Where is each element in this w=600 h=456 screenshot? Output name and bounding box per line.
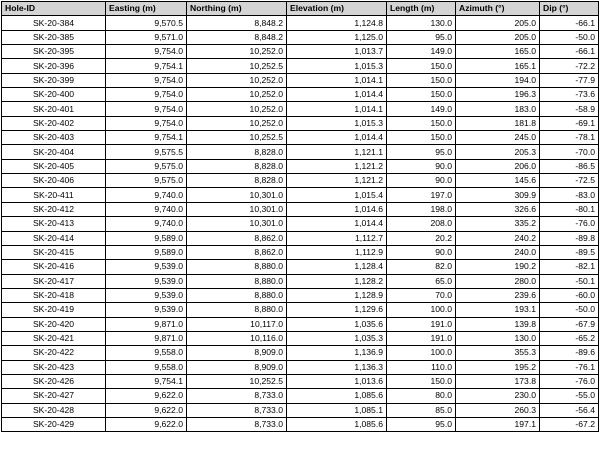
cell-length: 130.0 [387, 16, 456, 30]
cell-hole-id: SK-20-416 [2, 260, 106, 274]
cell-easting: 9,539.0 [106, 274, 187, 288]
cell-azimuth: 195.2 [456, 360, 540, 374]
table-row [2, 231, 599, 245]
cell-easting: 9,754.1 [106, 131, 187, 145]
cell-easting: 9,754.0 [106, 45, 187, 59]
cell-elevation: 1,124.8 [287, 16, 387, 30]
cell-elevation: 1,136.9 [287, 346, 387, 360]
cell-length: 150.0 [387, 116, 456, 130]
cell-azimuth: 194.0 [456, 73, 540, 87]
cell-elevation: 1,013.7 [287, 45, 387, 59]
table-row [2, 16, 599, 30]
cell-northing: 8,909.0 [187, 346, 287, 360]
cell-easting: 9,589.0 [106, 245, 187, 259]
cell-easting: 9,570.5 [106, 16, 187, 30]
cell-length: 90.0 [387, 159, 456, 173]
cell-elevation: 1,014.1 [287, 73, 387, 87]
cell-elevation: 1,014.4 [287, 217, 387, 231]
cell-azimuth: 206.0 [456, 159, 540, 173]
cell-length: 82.0 [387, 260, 456, 274]
cell-hole-id: SK-20-395 [2, 45, 106, 59]
cell-length: 95.0 [387, 30, 456, 44]
table-header-row [2, 2, 599, 16]
cell-northing: 8,848.2 [187, 30, 287, 44]
cell-dip: -50.1 [540, 274, 599, 288]
table-row [2, 188, 599, 202]
cell-hole-id: SK-20-420 [2, 317, 106, 331]
cell-length: 191.0 [387, 317, 456, 331]
table-row [2, 245, 599, 259]
cell-elevation: 1,121.2 [287, 174, 387, 188]
cell-azimuth: 183.0 [456, 102, 540, 116]
cell-hole-id: SK-20-414 [2, 231, 106, 245]
cell-length: 149.0 [387, 45, 456, 59]
cell-dip: -67.9 [540, 317, 599, 331]
cell-dip: -77.9 [540, 73, 599, 87]
cell-elevation: 1,121.1 [287, 145, 387, 159]
table-row [2, 317, 599, 331]
cell-hole-id: SK-20-422 [2, 346, 106, 360]
cell-azimuth: 145.6 [456, 174, 540, 188]
column-header-hole-id: Hole-ID [2, 2, 106, 16]
cell-hole-id: SK-20-413 [2, 217, 106, 231]
cell-hole-id: SK-20-404 [2, 145, 106, 159]
cell-length: 191.0 [387, 331, 456, 345]
cell-elevation: 1,035.3 [287, 331, 387, 345]
cell-northing: 8,828.0 [187, 145, 287, 159]
cell-elevation: 1,121.2 [287, 159, 387, 173]
cell-length: 90.0 [387, 245, 456, 259]
cell-azimuth: 205.3 [456, 145, 540, 159]
cell-elevation: 1,129.6 [287, 303, 387, 317]
cell-elevation: 1,112.9 [287, 245, 387, 259]
cell-dip: -66.1 [540, 16, 599, 30]
table-row [2, 102, 599, 116]
cell-easting: 9,871.0 [106, 331, 187, 345]
table-row [2, 45, 599, 59]
table-row [2, 159, 599, 173]
cell-elevation: 1,112.7 [287, 231, 387, 245]
cell-length: 149.0 [387, 102, 456, 116]
cell-dip: -65.2 [540, 331, 599, 345]
cell-easting: 9,622.0 [106, 403, 187, 417]
cell-length: 95.0 [387, 417, 456, 431]
cell-azimuth: 139.8 [456, 317, 540, 331]
cell-length: 80.0 [387, 389, 456, 403]
cell-easting: 9,754.0 [106, 102, 187, 116]
cell-hole-id: SK-20-419 [2, 303, 106, 317]
table-row [2, 374, 599, 388]
cell-azimuth: 239.6 [456, 288, 540, 302]
cell-hole-id: SK-20-385 [2, 30, 106, 44]
cell-hole-id: SK-20-426 [2, 374, 106, 388]
cell-dip: -58.9 [540, 102, 599, 116]
table-row [2, 360, 599, 374]
cell-length: 100.0 [387, 346, 456, 360]
cell-hole-id: SK-20-423 [2, 360, 106, 374]
cell-length: 20.2 [387, 231, 456, 245]
cell-azimuth: 245.0 [456, 131, 540, 145]
cell-length: 208.0 [387, 217, 456, 231]
cell-dip: -60.0 [540, 288, 599, 302]
cell-azimuth: 335.2 [456, 217, 540, 231]
table-row [2, 88, 599, 102]
table-row [2, 116, 599, 130]
cell-hole-id: SK-20-402 [2, 116, 106, 130]
cell-easting: 9,571.0 [106, 30, 187, 44]
cell-azimuth: 260.3 [456, 403, 540, 417]
cell-easting: 9,558.0 [106, 346, 187, 360]
cell-azimuth: 130.0 [456, 331, 540, 345]
cell-azimuth: 280.0 [456, 274, 540, 288]
cell-northing: 8,733.0 [187, 389, 287, 403]
cell-elevation: 1,085.6 [287, 417, 387, 431]
table-row [2, 331, 599, 345]
cell-dip: -89.6 [540, 346, 599, 360]
cell-hole-id: SK-20-418 [2, 288, 106, 302]
cell-northing: 10,116.0 [187, 331, 287, 345]
cell-elevation: 1,015.4 [287, 188, 387, 202]
table-row [2, 403, 599, 417]
cell-hole-id: SK-20-399 [2, 73, 106, 87]
cell-length: 150.0 [387, 374, 456, 388]
cell-dip: -73.6 [540, 88, 599, 102]
cell-northing: 10,301.0 [187, 202, 287, 216]
cell-elevation: 1,085.6 [287, 389, 387, 403]
cell-azimuth: 165.0 [456, 45, 540, 59]
cell-easting: 9,740.0 [106, 217, 187, 231]
cell-northing: 10,252.5 [187, 131, 287, 145]
table-row [2, 30, 599, 44]
cell-easting: 9,539.0 [106, 288, 187, 302]
cell-easting: 9,622.0 [106, 417, 187, 431]
cell-hole-id: SK-20-411 [2, 188, 106, 202]
cell-elevation: 1,128.9 [287, 288, 387, 302]
cell-northing: 8,828.0 [187, 174, 287, 188]
table-row [2, 303, 599, 317]
column-header-length: Length (m) [387, 2, 456, 16]
cell-dip: -83.0 [540, 188, 599, 202]
cell-hole-id: SK-20-427 [2, 389, 106, 403]
cell-azimuth: 165.1 [456, 59, 540, 73]
cell-length: 70.0 [387, 288, 456, 302]
cell-easting: 9,558.0 [106, 360, 187, 374]
cell-elevation: 1,128.4 [287, 260, 387, 274]
cell-northing: 10,252.0 [187, 88, 287, 102]
cell-azimuth: 230.0 [456, 389, 540, 403]
cell-azimuth: 355.3 [456, 346, 540, 360]
cell-elevation: 1,014.4 [287, 131, 387, 145]
cell-length: 65.0 [387, 274, 456, 288]
cell-azimuth: 240.2 [456, 231, 540, 245]
table-row [2, 145, 599, 159]
cell-easting: 9,575.0 [106, 159, 187, 173]
cell-elevation: 1,035.6 [287, 317, 387, 331]
column-header-dip: Dip (°) [540, 2, 599, 16]
cell-northing: 8,880.0 [187, 274, 287, 288]
cell-dip: -82.1 [540, 260, 599, 274]
cell-northing: 8,880.0 [187, 288, 287, 302]
cell-northing: 8,862.0 [187, 245, 287, 259]
cell-northing: 10,252.0 [187, 102, 287, 116]
cell-length: 198.0 [387, 202, 456, 216]
table-row [2, 217, 599, 231]
cell-northing: 8,733.0 [187, 417, 287, 431]
cell-hole-id: SK-20-415 [2, 245, 106, 259]
cell-azimuth: 197.1 [456, 417, 540, 431]
table-row [2, 417, 599, 431]
cell-hole-id: SK-20-401 [2, 102, 106, 116]
cell-hole-id: SK-20-396 [2, 59, 106, 73]
drill-hole-collar-table-container [1, 1, 599, 432]
cell-length: 85.0 [387, 403, 456, 417]
cell-elevation: 1,014.4 [287, 88, 387, 102]
cell-easting: 9,589.0 [106, 231, 187, 245]
cell-dip: -89.5 [540, 245, 599, 259]
cell-northing: 8,828.0 [187, 159, 287, 173]
drill-hole-collar-table [1, 1, 599, 432]
cell-azimuth: 205.0 [456, 16, 540, 30]
cell-length: 90.0 [387, 174, 456, 188]
cell-azimuth: 205.0 [456, 30, 540, 44]
cell-dip: -67.2 [540, 417, 599, 431]
cell-dip: -76.0 [540, 374, 599, 388]
cell-dip: -72.2 [540, 59, 599, 73]
cell-easting: 9,754.1 [106, 59, 187, 73]
cell-length: 95.0 [387, 145, 456, 159]
cell-hole-id: SK-20-421 [2, 331, 106, 345]
cell-easting: 9,754.1 [106, 374, 187, 388]
cell-northing: 10,252.5 [187, 59, 287, 73]
cell-elevation: 1,125.0 [287, 30, 387, 44]
cell-easting: 9,740.0 [106, 202, 187, 216]
cell-elevation: 1,128.2 [287, 274, 387, 288]
cell-azimuth: 326.6 [456, 202, 540, 216]
cell-azimuth: 196.3 [456, 88, 540, 102]
cell-azimuth: 181.8 [456, 116, 540, 130]
cell-length: 150.0 [387, 88, 456, 102]
cell-hole-id: SK-20-412 [2, 202, 106, 216]
cell-hole-id: SK-20-384 [2, 16, 106, 30]
cell-dip: -86.5 [540, 159, 599, 173]
table-row [2, 131, 599, 145]
cell-length: 150.0 [387, 131, 456, 145]
cell-hole-id: SK-20-428 [2, 403, 106, 417]
cell-length: 110.0 [387, 360, 456, 374]
cell-hole-id: SK-20-406 [2, 174, 106, 188]
table-row [2, 389, 599, 403]
column-header-elevation: Elevation (m) [287, 2, 387, 16]
cell-dip: -50.0 [540, 303, 599, 317]
table-row [2, 274, 599, 288]
cell-hole-id: SK-20-429 [2, 417, 106, 431]
cell-azimuth: 190.2 [456, 260, 540, 274]
cell-dip: -78.1 [540, 131, 599, 145]
cell-hole-id: SK-20-400 [2, 88, 106, 102]
cell-easting: 9,575.5 [106, 145, 187, 159]
cell-northing: 8,909.0 [187, 360, 287, 374]
cell-elevation: 1,014.1 [287, 102, 387, 116]
cell-northing: 8,862.0 [187, 231, 287, 245]
cell-dip: -76.0 [540, 217, 599, 231]
cell-northing: 10,252.0 [187, 45, 287, 59]
table-row [2, 346, 599, 360]
cell-dip: -66.1 [540, 45, 599, 59]
cell-northing: 8,880.0 [187, 303, 287, 317]
cell-easting: 9,754.0 [106, 88, 187, 102]
cell-northing: 8,733.0 [187, 403, 287, 417]
cell-northing: 8,848.2 [187, 16, 287, 30]
cell-easting: 9,754.0 [106, 116, 187, 130]
column-header-northing: Northing (m) [187, 2, 287, 16]
cell-dip: -80.1 [540, 202, 599, 216]
cell-elevation: 1,014.6 [287, 202, 387, 216]
table-row [2, 202, 599, 216]
table-body [2, 16, 599, 432]
cell-easting: 9,539.0 [106, 303, 187, 317]
cell-northing: 10,301.0 [187, 217, 287, 231]
cell-elevation: 1,015.3 [287, 116, 387, 130]
table-row [2, 288, 599, 302]
cell-northing: 10,252.5 [187, 374, 287, 388]
cell-length: 100.0 [387, 303, 456, 317]
cell-azimuth: 309.9 [456, 188, 540, 202]
cell-easting: 9,575.0 [106, 174, 187, 188]
cell-hole-id: SK-20-405 [2, 159, 106, 173]
cell-northing: 8,880.0 [187, 260, 287, 274]
cell-elevation: 1,136.3 [287, 360, 387, 374]
cell-dip: -72.5 [540, 174, 599, 188]
cell-azimuth: 240.0 [456, 245, 540, 259]
cell-length: 150.0 [387, 73, 456, 87]
cell-easting: 9,871.0 [106, 317, 187, 331]
cell-northing: 10,117.0 [187, 317, 287, 331]
cell-easting: 9,754.0 [106, 73, 187, 87]
cell-hole-id: SK-20-403 [2, 131, 106, 145]
table-row [2, 260, 599, 274]
cell-azimuth: 193.1 [456, 303, 540, 317]
cell-elevation: 1,015.3 [287, 59, 387, 73]
cell-dip: -70.0 [540, 145, 599, 159]
table-row [2, 59, 599, 73]
cell-elevation: 1,013.6 [287, 374, 387, 388]
cell-dip: -76.1 [540, 360, 599, 374]
cell-length: 197.0 [387, 188, 456, 202]
cell-dip: -89.8 [540, 231, 599, 245]
table-row [2, 73, 599, 87]
cell-elevation: 1,085.1 [287, 403, 387, 417]
cell-easting: 9,622.0 [106, 389, 187, 403]
cell-easting: 9,539.0 [106, 260, 187, 274]
table-row [2, 174, 599, 188]
cell-length: 150.0 [387, 59, 456, 73]
cell-northing: 10,301.0 [187, 188, 287, 202]
cell-dip: -50.0 [540, 30, 599, 44]
cell-dip: -56.4 [540, 403, 599, 417]
column-header-azimuth: Azimuth (°) [456, 2, 540, 16]
column-header-easting: Easting (m) [106, 2, 187, 16]
cell-hole-id: SK-20-417 [2, 274, 106, 288]
cell-azimuth: 173.8 [456, 374, 540, 388]
cell-northing: 10,252.0 [187, 116, 287, 130]
cell-dip: -55.0 [540, 389, 599, 403]
cell-northing: 10,252.0 [187, 73, 287, 87]
cell-easting: 9,740.0 [106, 188, 187, 202]
cell-dip: -69.1 [540, 116, 599, 130]
